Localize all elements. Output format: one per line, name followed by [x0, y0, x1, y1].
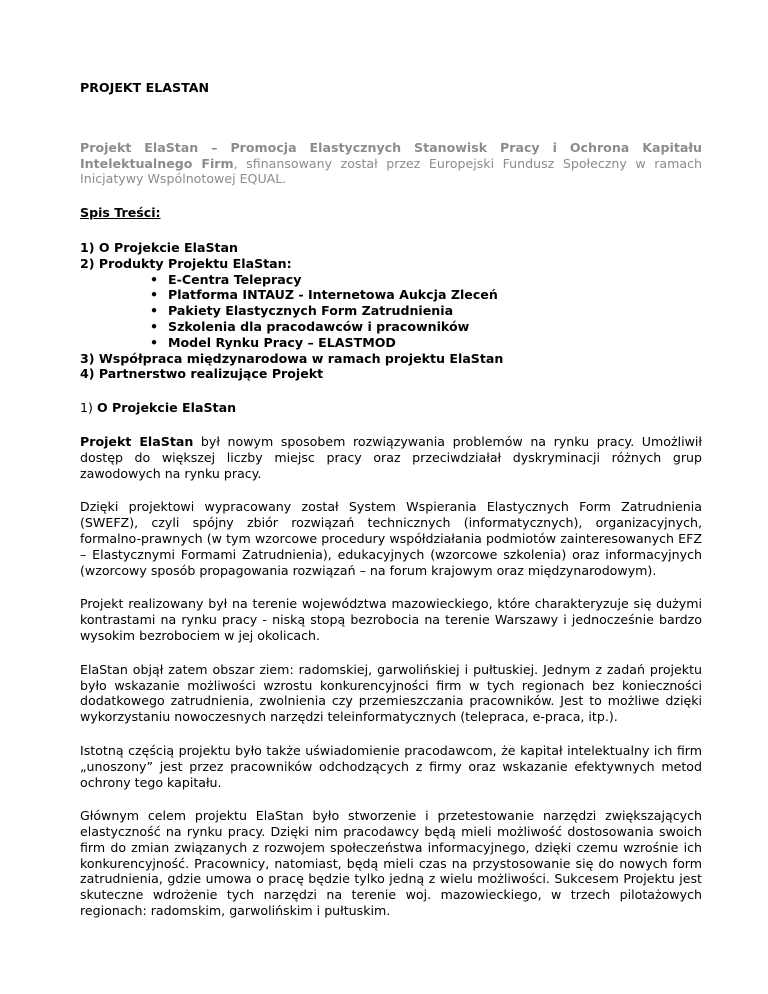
toc-item-1: 1) O Projekcie ElaStan	[80, 239, 238, 255]
section-1-title: O Projekcie ElaStan	[96, 400, 237, 416]
table-of-contents	[80, 240, 702, 382]
toc-sublist	[80, 272, 702, 351]
toc-heading: Spis Treści:	[80, 205, 161, 221]
paragraph-1-bold: Projekt ElaStan	[80, 433, 194, 449]
intro-paragraph	[80, 140, 702, 187]
paragraph-6: Głównym celem projektu ElaStan było stworzenie i przetestowanie narzędzi zwiększających elastyczność na rynku pracy. Dzięki nim pracodawcy będą mieli możliwość dostosowania swoich firm do zmian związanych z rozwojem społeczeństwa informacyjnego, dzięki czemu wzrośnie ich konkurencyjność. Pracownicy, natomiast, będą mieli czas na przystosowanie się do nowych form zatrudnienia, gdzie umowa o pracę będzie tylko jedną z wielu możliwości. Sukcesem Projektu jest skuteczne wdrożenie tych narzędzi na terenie woj. mazowieckiego, w trzech pilotażowych regionach: radomskim, garwolińskim i pułtuskim.	[80, 808, 702, 919]
paragraph-2: Dzięki projektowi wypracowany został System Wspierania Elastycznych Form Zatrudnienia (SWEFZ), czyli spójny zbiór rozwiązań technicznych (informatycznych), organizacyjnych, formalno-prawnych (w tym wzorcowe procedury współdziałania podmiotów zainteresowanych EFZ – Elastycznymi Formami Zatrudnienia), edukacyjnych (wzorcowe szkolenia) oraz informacyjnych (wzorcowy sposób propagowania rozwiązań – na forum krajowym oraz międzynarodowym).	[80, 499, 702, 578]
toc-item-3: 3) Współpraca międzynarodowa w ramach projektu ElaStan	[80, 350, 504, 366]
toc-subitem-ecentra: • E-Centra Telepracy	[150, 272, 702, 288]
toc-item-4: 4) Partnerstwo realizujące Projekt	[80, 366, 324, 382]
paragraph-5: Istotną częścią projektu było także uświadomienie pracodawcom, że kapitał intelektualny ich firm „unoszony” jest przez pracowników odchodzących z firmy oraz wskazanie efektywnych metod ochrony tego kapitału.	[80, 742, 702, 790]
paragraph-1-rest: był nowym sposobem rozwiązywania problemów na rynku pracy. Umożliwił dostęp do większej liczby miejsc pracy oraz przeciwdziałał dyskryminacji różnych grup zawodowych na rynku pracy.	[80, 433, 702, 481]
section-1-number: 1)	[80, 400, 97, 416]
document-page	[80, 80, 702, 919]
paragraph-1	[80, 434, 702, 481]
toc-subitem-intauz: • Platforma INTAUZ - Internetowa Aukcja Zleceń	[150, 287, 702, 303]
intro-bold-text: Projekt ElaStan – Promocja Elastycznych Stanowisk Pracy i Ochrona Kapitału Intelektualnego Firm	[80, 139, 702, 171]
toc-item-2: 2) Produkty Projektu ElaStan:	[80, 255, 292, 271]
toc-subitem-model: • Model Rynku Pracy – ELASTMOD	[150, 335, 702, 351]
paragraph-4: ElaStan objął zatem obszar ziem: radomskiej, garwolińskiej i pułtuskiej. Jednym z zadań projektu było wskazanie możliwości wzrostu konkurencyjności firm w tych regionach bez konieczności dodatkowego zatrudnienia, zwolnienia czy przemieszczania pracowników. Jest to możliwe dzięki wykorzystaniu nowoczesnych narzędzi teleinformatycznych (telepraca, e-praca, itp.).	[80, 661, 702, 725]
paragraph-3: Projekt realizowany był na terenie województwa mazowieckiego, które charakteryzuje się dużymi kontrastami na rynku pracy - niską stopą bezrobocia na terenie Warszawy i jednocześnie bardzo wysokim bezrobociem w jej okolicach.	[80, 596, 702, 643]
toc-subitem-pakiety: • Pakiety Elastycznych Form Zatrudnienia	[150, 303, 702, 319]
section-1-heading	[80, 400, 702, 416]
toc-subitem-szkolenia: • Szkolenia dla pracodawców i pracowników	[150, 319, 702, 335]
intro-rest-text: , sfinansowany został przez Europejski Fundusz Społeczny w ramach Inicjatywy Wspólnotowej EQUAL.	[80, 155, 702, 187]
document-title: PROJEKT ELASTAN	[80, 80, 209, 95]
